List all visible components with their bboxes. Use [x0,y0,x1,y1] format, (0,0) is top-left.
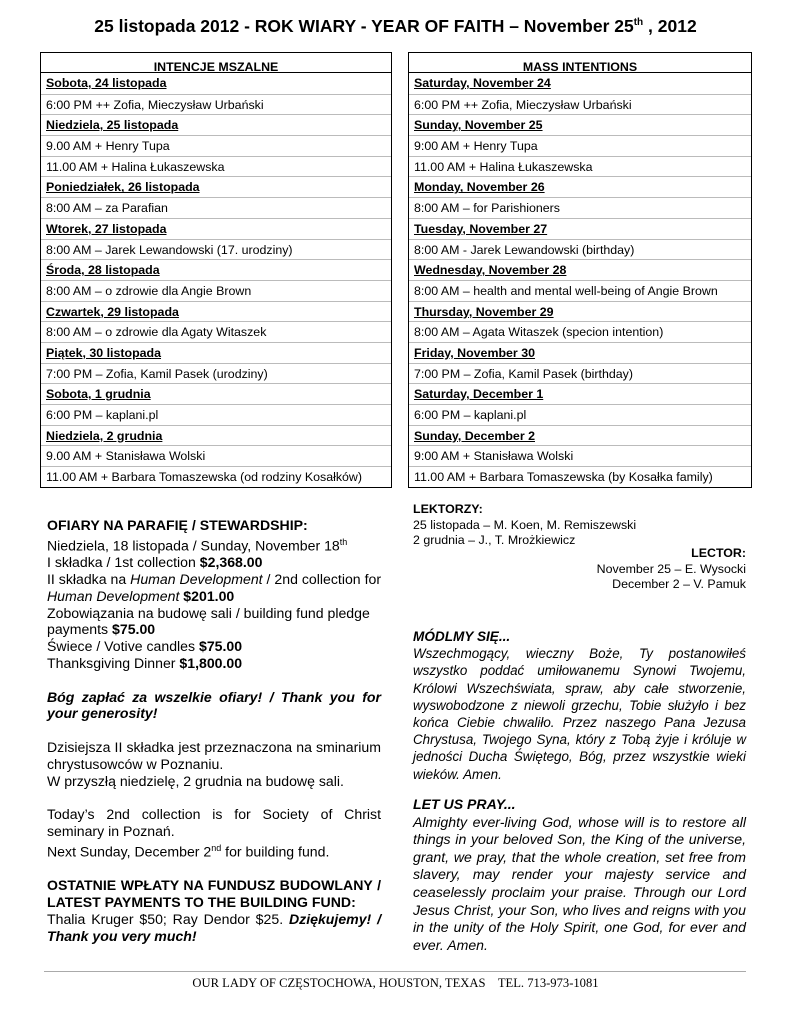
day-heading-row: Saturday, December 1 [409,383,751,404]
day-heading-row: Saturday, November 24 [414,76,551,90]
polish-prayer [413,628,746,783]
mass-intention-row: 8:00 AM – Agata Witaszek (specion intention) [409,321,751,342]
mass-intention-row: 11.00 AM + Halina Łukaszewska [41,156,391,177]
polish-prayer-text: Wszechmogący, wieczny Boże, Ty postanowiłeś wszystko poddać umiłowanemu Synowi Twojemu, Królowi Wszechświata, spraw, aby całe stworzenie, wyswobodzone z niewoli grzechu, Tobie służyło i bez końca Ciebie chwaliło. Przez naszego Pana Jezusa Chrystusa, Twojego Syna, który z Tobą żyje i króluje w jedności Ducha Świętego, Bóg, przez wszystkie wieki wieków. Amen. [413,646,746,782]
mass-intention-row: 8:00 AM – health and mental well-being of Angie Brown [409,280,751,301]
day-heading-row: Wtorek, 27 listopada [41,218,391,239]
day-heading-row: Monday, November 26 [409,176,751,197]
mass-intention-row: 6:00 PM ++ Zofia, Mieczysław Urbański [41,94,391,115]
day-heading-row: Czwartek, 29 listopada [41,301,391,322]
mass-intentions-english-table [408,52,752,488]
english-prayer-text: Almighty ever-living God, whose will is to restore all things in your beloved Son, the King of the universe, grant, we pray, that the whole creation, set free from slavery, may render your majesty service and ceaselessly proclaim your praise. Through our Lord Jesus Christ, your Son, who lives and reigns with you in the unity of the Holy Spirit, one God, for ever and ever. Amen. [413,813,746,953]
first-collection: I składka / 1st collection $2,368.00 [47,554,263,571]
lektorzy-section [413,502,749,549]
mass-intention-row: 8:00 AM – za Parafian [41,197,391,218]
day-heading-row: Środa, 28 listopada [41,259,391,280]
stewardship-heading: OFIARY NA PARAFIĘ / STEWARDSHIP: [47,517,308,533]
footer-contact: OUR LADY OF CZĘSTOCHOWA, HOUSTON, TEXAS TEL. 713-973-1081 [192,976,599,990]
day-heading-row: Wednesday, November 28 [409,259,751,280]
polish-prayer-heading: MÓDLMY SIĘ... [413,629,511,644]
stewardship-section [47,517,381,944]
english-prayer-heading: LET US PRAY... [413,796,516,812]
mass-intention-row: 7:00 PM – Zofia, Kamil Pasek (urodziny) [41,363,391,384]
lector-section [413,546,746,593]
mass-intention-row: 6:00 PM – kaplani.pl [41,404,391,425]
day-heading-row: Thursday, November 29 [409,301,751,322]
mass-intention-row: 11.00 AM + Halina Łukaszewska [409,156,751,177]
mass-intentions-polish-table [40,52,392,488]
table-heading: INTENCJE MSZALNE [41,53,391,73]
lector-line: November 25 – E. Wysocki [596,561,746,576]
lektorzy-heading: LEKTORZY: [413,502,483,516]
mass-intention-row: 11.00 AM + Barbara Tomaszewska (by Kosałka family) [409,466,751,487]
lector-heading: LECTOR: [691,546,746,560]
day-heading-row: Friday, November 30 [409,342,751,363]
second-collection: II składka na Human Development / 2nd collection for Human Development $201.00 [47,571,382,604]
building-fund-donors: Thalia Kruger $50; Ray Dendor $25. Dziękujemy! / Thank you very much! [47,910,381,944]
day-heading-row: Niedziela, 25 listopada [41,114,391,135]
lector-line: December 2 – V. Pamuk [612,577,746,592]
mass-intention-row: 8:00 AM – o zdrowie dla Agaty Witaszek [41,321,391,342]
mass-intention-row: 9:00 AM + Stanisława Wolski [409,445,751,466]
mass-intention-row: 8:00 AM – Jarek Lewandowski (17. urodziny) [41,239,391,260]
mass-intention-row: 11.00 AM + Barbara Tomaszewska (od rodziny Kosałków) [41,466,391,487]
day-heading-row: Sunday, December 2 [409,425,751,446]
thanks-note: Bóg zapłać za wszelkie ofiary! / Thank you for your generosity! [47,688,381,722]
polish-collection-note: Dzisiejsza II składka jest przeznaczona na sminarium chrystusowców w Poznaniu. [47,739,381,772]
lektorzy-line: 25 listopada – M. Koen, M. Remiszewski [413,517,637,532]
mass-intention-row: 9:00 AM + Henry Tupa [409,135,751,156]
day-heading-row: Poniedziałek, 26 listopada [41,176,391,197]
day-heading-row: Sobota, 1 grudnia [41,383,391,404]
day-heading-row: Sobota, 24 listopada [46,76,167,90]
day-heading-row: Niedziela, 2 grudnia [41,425,391,446]
mass-intention-row: 9.00 AM + Henry Tupa [41,135,391,156]
mass-intention-row: 7:00 PM – Zofia, Kamil Pasek (birthday) [409,363,751,384]
votive-candles: Świece / Votive candles $75.00 [47,638,243,655]
mass-intention-row: 8:00 AM – o zdrowie dla Angie Brown [41,280,391,301]
day-heading-row: Sunday, November 25 [409,114,751,135]
table-heading: MASS INTENTIONS [409,53,751,73]
pledge-payments: Zobowiązania na budowę sali / building fund pledge payments $75.00 [47,604,370,638]
english-collection-note: Today’s 2nd collection is for Society of Christ seminary in Poznań. [47,806,381,840]
footer-divider [44,971,746,972]
lektorzy-line: 2 grudnia – J., T. Mrożkiewicz [413,533,576,548]
polish-next-collection-note: W przyszłą niedzielę, 2 grudnia na budowę sali. [47,772,344,789]
building-fund-heading: OSTATNIE WPŁATY NA FUNDUSZ BUDOWLANY / LATEST PAYMENTS TO THE BUILDING FUND: [47,877,381,910]
mass-intention-row: 6:00 PM ++ Zofia, Mieczysław Urbański [409,94,751,115]
mass-intention-row: 8:00 AM – for Parishioners [409,197,751,218]
page-title: 25 listopada 2012 - ROK WIARY - YEAR OF FAITH – November 25th , 2012 [94,16,697,36]
mass-intention-row: 9.00 AM + Stanisława Wolski [41,445,391,466]
english-next-collection-note: Next Sunday, December 2nd for building fund. [47,842,330,860]
english-prayer [413,796,746,954]
day-heading-row: Piątek, 30 listopada [41,342,391,363]
mass-intention-row: 8:00 AM - Jarek Lewandowski (birthday) [409,239,751,260]
day-heading-row: Tuesday, November 27 [409,218,751,239]
thanksgiving-dinner: Thanksgiving Dinner $1,800.00 [47,655,243,672]
collection-date: Niedziela, 18 listopada / Sunday, November 18th [47,536,348,554]
mass-intention-row: 6:00 PM – kaplani.pl [409,404,751,425]
